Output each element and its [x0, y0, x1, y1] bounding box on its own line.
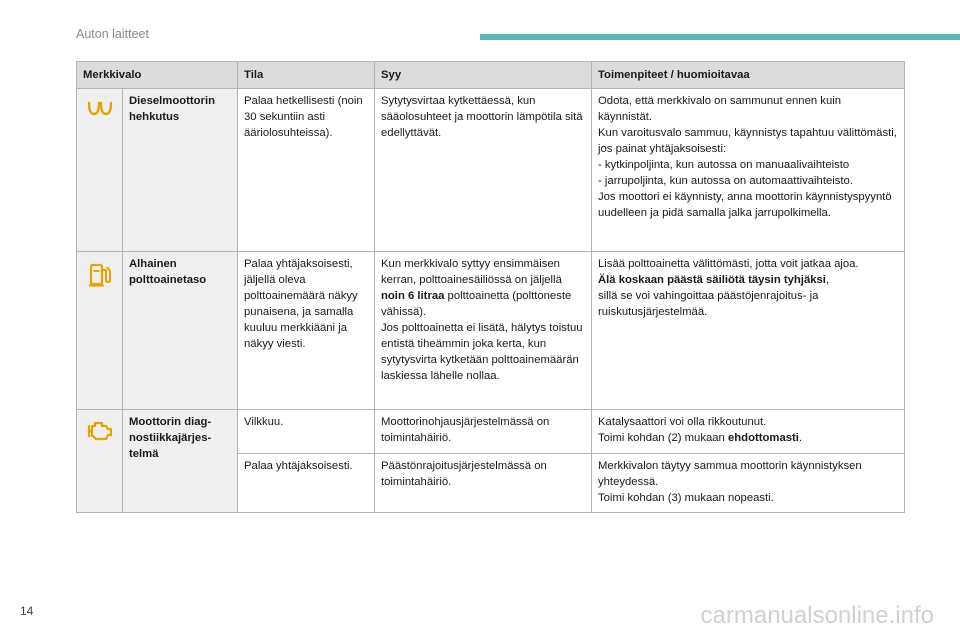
- column-header-cause: Syy: [375, 62, 592, 89]
- table-row: [77, 89, 905, 252]
- action-line: Toimi kohdan (3) mukaan nopeasti.: [598, 492, 774, 504]
- table-header-row: [77, 62, 905, 89]
- action-line: Jos moottori ei käynnisty, anna moottorin käynnistyspyyntö uudelleen ja pidä samalla jalka jarrupolkimella.: [598, 191, 892, 219]
- indicator-table: [76, 61, 905, 513]
- action-bullet: - jarrupoljinta, kun autossa on automaattivaihteisto.: [598, 175, 853, 187]
- indicator-icon-cell: [77, 252, 123, 410]
- indicator-action: [592, 252, 905, 410]
- cause-text: polttoainetta (polttoneste vähissä).: [381, 290, 572, 318]
- indicator-name: Moottorin diagnostiikkajärjestelmä: [123, 410, 238, 513]
- column-header-action: Toimenpiteet / huomioitavaa: [592, 62, 905, 89]
- indicator-name: Alhainen polttoainetaso: [123, 252, 238, 410]
- table-row: [77, 410, 905, 454]
- column-header-indicator: Merkkivalo: [77, 62, 238, 89]
- header-accent-bar: [480, 34, 960, 40]
- column-header-state: Tila: [238, 62, 375, 89]
- watermark: carmanualsonline.info: [700, 602, 934, 629]
- action-line: Kun varoitusvalo sammuu, käynnistys tapahtuu välittömästi, jos painat yhtäjaksoisesti:: [598, 127, 897, 155]
- action-line: sillä se voi vahingoittaa päästöjenrajoitus- ja ruiskutusjärjestelmää.: [598, 290, 819, 318]
- action-line: Odota, että merkkivalo on sammunut ennen kuin käynnistät.: [598, 95, 842, 123]
- section-title: Auton laitteet: [76, 27, 149, 41]
- cause-text: Jos polttoainetta ei lisätä, hälytys toistuu entistä tiheämmin joka kerta, kun sytytysvirta kytketään polttoainemäärän laskiessa lähelle nollaa.: [381, 322, 583, 382]
- action-warning: Älä koskaan päästä säiliötä täysin tyhjäksi: [598, 274, 826, 286]
- indicator-action: [592, 89, 905, 252]
- indicator-cause: Moottorinohjausjärjestelmässä on toimintahäiriö.: [375, 410, 592, 454]
- glow-plug-icon: [86, 99, 114, 122]
- fuel-pump-icon: [88, 262, 112, 293]
- indicator-name: Dieselmoottorin hehkutus: [123, 89, 238, 252]
- indicator-icon-cell: [77, 410, 123, 513]
- indicator-state: Palaa hetkellisesti (noin 30 sekuntiin asti ääriolosuhteissa).: [238, 89, 375, 252]
- action-bullet: - kytkinpoljinta, kun autossa on manuaalivaihteisto: [598, 159, 850, 171]
- action-emphasis: ehdottomasti: [727, 432, 799, 444]
- indicator-icon-cell: [77, 89, 123, 252]
- action-line: Lisää polttoainetta välittömästi, jotta voit jatkaa ajoa.: [598, 258, 859, 270]
- indicator-state: Vilkkuu.: [238, 410, 375, 454]
- indicator-cause: Sytytysvirtaa kytkettäessä, kun sääolosuhteet ja moottorin lämpötila sitä edellyttävät.: [375, 89, 592, 252]
- indicator-action: [592, 454, 905, 513]
- indicator-cause: [375, 252, 592, 410]
- indicator-action: [592, 410, 905, 454]
- table-row: [77, 252, 905, 410]
- action-punct: .: [798, 432, 803, 444]
- action-line: Katalysaattori voi olla rikkoutunut.: [598, 416, 767, 428]
- page-number: 14: [20, 604, 34, 618]
- action-line: Merkkivalon täytyy sammua moottorin käynnistyksen yhteydessä.: [598, 460, 862, 488]
- indicator-state: Palaa yhtäjaksoisesti, jäljellä oleva polttoainemäärä näkyy punaisena, ja samalla kuuluu merkkiääni ja näkyy viesti.: [238, 252, 375, 410]
- engine-check-icon: [85, 420, 115, 447]
- cause-emphasis: noin 6 litraa: [381, 290, 445, 302]
- action-punct: ,: [825, 274, 830, 286]
- indicator-cause: Päästönrajoitusjärjestelmässä on toimintahäiriö.: [375, 454, 592, 513]
- indicator-state: Palaa yhtäjaksoisesti.: [238, 454, 375, 513]
- action-line: Toimi kohdan (2) mukaan: [598, 432, 728, 444]
- cause-text: Kun merkkivalo syttyy ensimmäisen kerran, polttoainesäiliössä on jäljellä: [381, 258, 562, 286]
